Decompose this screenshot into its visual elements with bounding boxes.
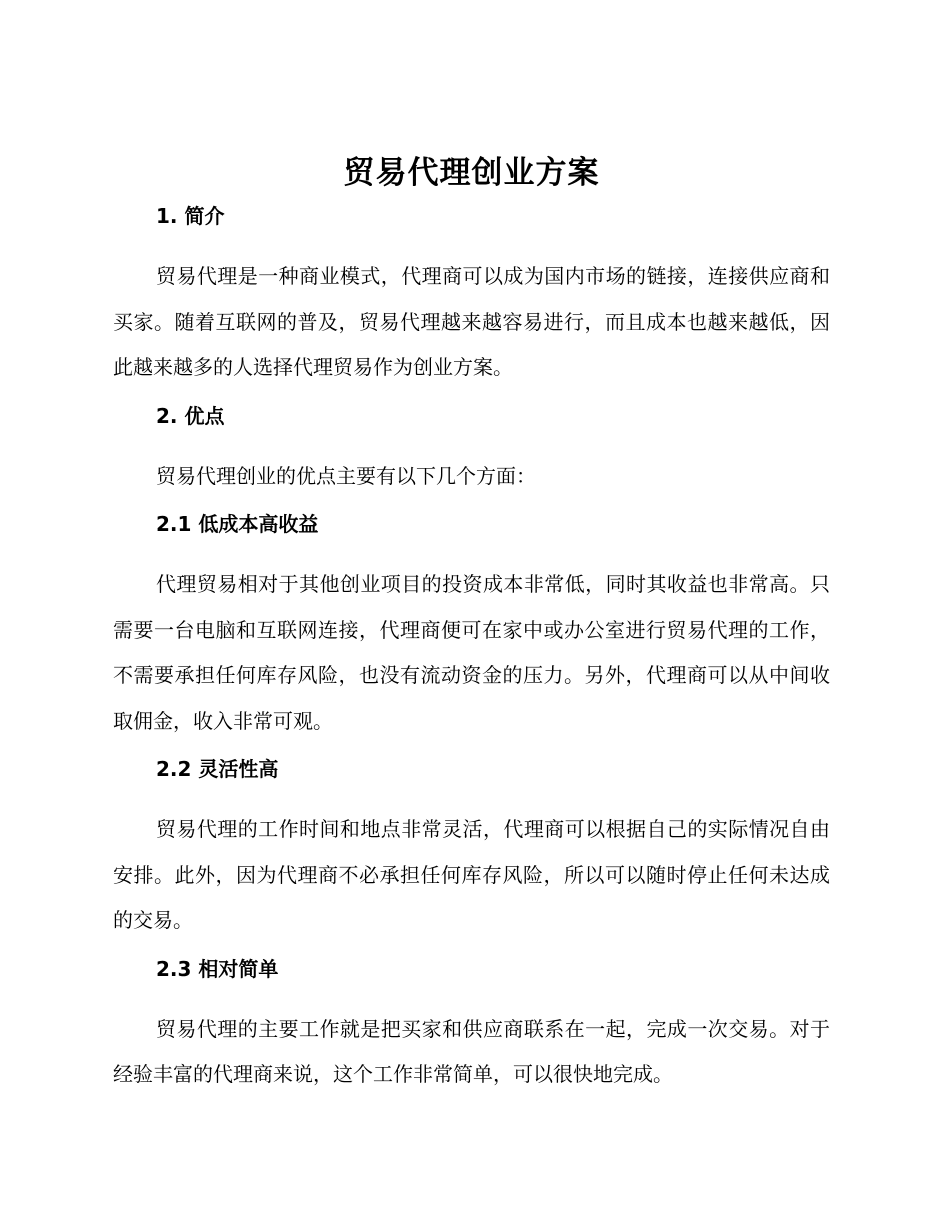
section-heading-low-cost: 2.1 低成本高收益 — [156, 512, 319, 536]
section-paragraph-intro: 贸易代理是一种商业模式，代理商可以成为国内市场的链接，连接供应商和买家。随着互联网的普及，贸易代理越来越容易进行，而且成本也越来越低，因此越来越多的人选择代理贸易作为创业方案。 — [113, 264, 830, 379]
section-heading-flexibility: 2.2 灵活性高 — [156, 757, 279, 781]
section-heading-advantages: 2. 优点 — [156, 403, 225, 428]
document-title: 贸易代理创业方案 — [343, 155, 600, 191]
section-heading-simplicity: 2.3 相对简单 — [156, 956, 279, 981]
section-heading-intro: 1. 简介 — [156, 204, 225, 228]
section-paragraph-simplicity: 贸易代理的主要工作就是把买家和供应商联系在一起，完成一次交易。对于经验丰富的代理商来说，这个工作非常简单，可以很快地完成。 — [113, 1016, 830, 1086]
section-paragraph-flexibility: 贸易代理的工作时间和地点非常灵活，代理商可以根据自己的实际情况自由安排。此外，因为代理商不必承担任何库存风险，所以可以随时停止任何未达成的交易。 — [113, 817, 830, 932]
section-paragraph-low-cost: 代理贸易相对于其他创业项目的投资成本非常低，同时其收益也非常高。只需要一台电脑和互联网连接，代理商便可在家中或办公室进行贸易代理的工作，不需要承担任何库存风险，也没有流动资金的压力。另外，代理商可以从中间收取佣金，收入非常可观。 — [113, 572, 830, 733]
section-paragraph-advantages: 贸易代理创业的优点主要有以下几个方面： — [156, 463, 536, 488]
